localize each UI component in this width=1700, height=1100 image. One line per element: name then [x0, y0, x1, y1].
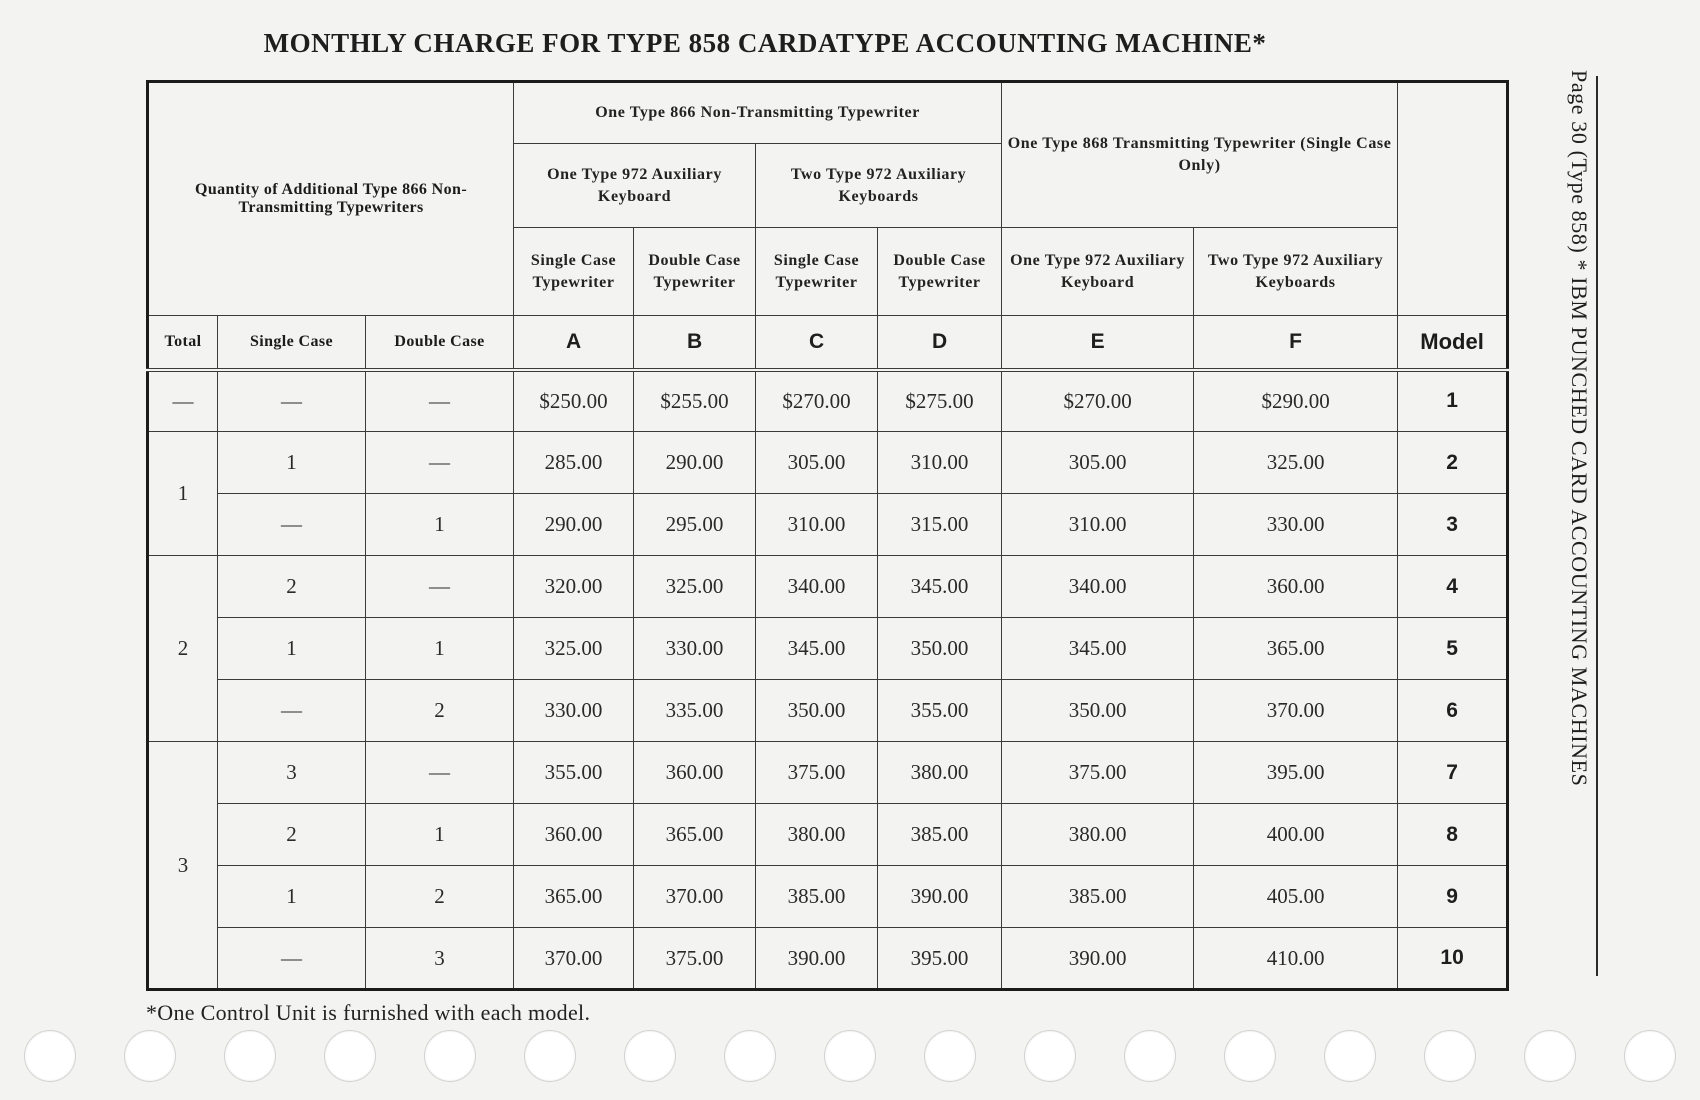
charge-cell-f: 395.00: [1194, 742, 1398, 804]
single-case-cell: —: [218, 680, 366, 742]
punch-hole: [1524, 1030, 1576, 1082]
total-cell: 1: [148, 432, 218, 556]
charge-cell-d: 385.00: [878, 804, 1002, 866]
col-b-header: Double Case Typewriter: [634, 228, 756, 316]
model-header-blank: [1398, 82, 1508, 316]
column-letter-row: [148, 316, 1508, 370]
column-letter-b: B: [634, 316, 756, 370]
table-row: [148, 680, 1508, 742]
charge-cell-c: 390.00: [756, 928, 878, 990]
col-f-header: Two Type 972 Auxiliary Keyboards: [1194, 228, 1398, 316]
table-row: [148, 928, 1508, 990]
charge-cell-b: 325.00: [634, 556, 756, 618]
charge-cell-b: 360.00: [634, 742, 756, 804]
single-case-cell: 1: [218, 866, 366, 928]
charge-cell-b: 290.00: [634, 432, 756, 494]
model-number: 8: [1398, 804, 1508, 866]
double-case-cell: 2: [366, 866, 514, 928]
punch-hole: [1024, 1030, 1076, 1082]
table-row: [148, 618, 1508, 680]
table-row: [148, 494, 1508, 556]
punch-hole: [124, 1030, 176, 1082]
charge-cell-c: 385.00: [756, 866, 878, 928]
col-a-header: Single Case Typewriter: [514, 228, 634, 316]
punch-hole: [624, 1030, 676, 1082]
table-row: [148, 866, 1508, 928]
charge-cell-e: 305.00: [1002, 432, 1194, 494]
model-number: 4: [1398, 556, 1508, 618]
type-868-group-header: One Type 868 Transmitting Typewriter (Single Case Only): [1002, 82, 1398, 228]
model-number: 10: [1398, 928, 1508, 990]
model-header: Model: [1398, 316, 1508, 370]
charge-cell-e: 345.00: [1002, 618, 1194, 680]
double-case-cell: 1: [366, 494, 514, 556]
double-case-cell: —: [366, 742, 514, 804]
single-case-header: Single Case: [218, 316, 366, 370]
charge-cell-d: 310.00: [878, 432, 1002, 494]
side-page-label: Page 30 (Type 858) * IBM PUNCHED CARD ACCOUNTING MACHINES: [1567, 70, 1592, 787]
charge-cell-c: 350.00: [756, 680, 878, 742]
charge-cell-f: 365.00: [1194, 618, 1398, 680]
charge-cell-a: 285.00: [514, 432, 634, 494]
column-letter-f: F: [1194, 316, 1398, 370]
charge-cell-f: 405.00: [1194, 866, 1398, 928]
charge-cell-e: 390.00: [1002, 928, 1194, 990]
model-number: 1: [1398, 370, 1508, 432]
table-row: [148, 556, 1508, 618]
charge-cell-d: 390.00: [878, 866, 1002, 928]
double-case-cell: —: [366, 370, 514, 432]
single-case-cell: —: [218, 370, 366, 432]
punch-hole: [1324, 1030, 1376, 1082]
charge-cell-c: $270.00: [756, 370, 878, 432]
charge-cell-d: 315.00: [878, 494, 1002, 556]
total-cell: 2: [148, 556, 218, 742]
charge-cell-b: $255.00: [634, 370, 756, 432]
column-letter-e: E: [1002, 316, 1194, 370]
double-case-cell: 3: [366, 928, 514, 990]
model-number: 3: [1398, 494, 1508, 556]
charge-cell-a: 365.00: [514, 866, 634, 928]
charge-cell-f: 400.00: [1194, 804, 1398, 866]
single-case-cell: 3: [218, 742, 366, 804]
two-972-keyboards-header: Two Type 972 Auxiliary Keyboards: [756, 144, 1002, 228]
charge-cell-f: 330.00: [1194, 494, 1398, 556]
column-letter-c: C: [756, 316, 878, 370]
charge-cell-a: 330.00: [514, 680, 634, 742]
charge-cell-d: $275.00: [878, 370, 1002, 432]
total-cell: 3: [148, 742, 218, 990]
single-case-cell: —: [218, 928, 366, 990]
single-case-cell: 1: [218, 618, 366, 680]
charge-cell-e: $270.00: [1002, 370, 1194, 432]
charge-cell-b: 370.00: [634, 866, 756, 928]
punch-hole: [224, 1030, 276, 1082]
table-row: [148, 432, 1508, 494]
charge-cell-e: 385.00: [1002, 866, 1194, 928]
charge-cell-f: 410.00: [1194, 928, 1398, 990]
single-case-cell: 2: [218, 804, 366, 866]
punch-hole: [24, 1030, 76, 1082]
single-case-cell: 2: [218, 556, 366, 618]
double-case-cell: 2: [366, 680, 514, 742]
model-number: 2: [1398, 432, 1508, 494]
charge-cell-e: 340.00: [1002, 556, 1194, 618]
monthly-charge-table: [146, 80, 1509, 991]
charge-cell-c: 345.00: [756, 618, 878, 680]
table-row: [148, 804, 1508, 866]
double-case-cell: 1: [366, 804, 514, 866]
punch-hole: [1224, 1030, 1276, 1082]
charge-cell-e: 375.00: [1002, 742, 1194, 804]
punch-hole: [324, 1030, 376, 1082]
quantity-header: Quantity of Additional Type 866 Non-Transmitting Typewriters: [148, 82, 514, 316]
column-letter-d: D: [878, 316, 1002, 370]
charge-cell-c: 310.00: [756, 494, 878, 556]
charge-cell-a: 320.00: [514, 556, 634, 618]
table-row: [148, 370, 1508, 432]
header-row-1: [148, 82, 1508, 144]
binder-punch-holes: [0, 1030, 1700, 1090]
charge-cell-a: 360.00: [514, 804, 634, 866]
table-row: [148, 742, 1508, 804]
total-cell: —: [148, 370, 218, 432]
double-case-cell: —: [366, 556, 514, 618]
charge-cell-a: 370.00: [514, 928, 634, 990]
charge-cell-a: 355.00: [514, 742, 634, 804]
charge-cell-d: 355.00: [878, 680, 1002, 742]
charge-cell-c: 375.00: [756, 742, 878, 804]
type-866-group-header: One Type 866 Non-Transmitting Typewriter: [514, 82, 1002, 144]
charge-cell-b: 335.00: [634, 680, 756, 742]
charge-cell-a: $250.00: [514, 370, 634, 432]
model-number: 6: [1398, 680, 1508, 742]
charge-cell-f: 325.00: [1194, 432, 1398, 494]
punch-hole: [524, 1030, 576, 1082]
charge-cell-b: 330.00: [634, 618, 756, 680]
punch-hole: [1124, 1030, 1176, 1082]
punch-hole: [424, 1030, 476, 1082]
charge-cell-e: 380.00: [1002, 804, 1194, 866]
charge-cell-b: 365.00: [634, 804, 756, 866]
model-number: 5: [1398, 618, 1508, 680]
charge-cell-d: 350.00: [878, 618, 1002, 680]
charge-cell-f: 360.00: [1194, 556, 1398, 618]
one-972-keyboard-header: One Type 972 Auxiliary Keyboard: [514, 144, 756, 228]
col-e-header: One Type 972 Auxiliary Keyboard: [1002, 228, 1194, 316]
col-d-header: Double Case Typewriter: [878, 228, 1002, 316]
punch-hole: [724, 1030, 776, 1082]
single-case-cell: —: [218, 494, 366, 556]
column-letter-a: A: [514, 316, 634, 370]
charge-cell-e: 350.00: [1002, 680, 1194, 742]
charge-cell-f: $290.00: [1194, 370, 1398, 432]
footnote: *One Control Unit is furnished with each model.: [146, 1000, 591, 1025]
punch-hole: [1424, 1030, 1476, 1082]
charge-cell-e: 310.00: [1002, 494, 1194, 556]
charge-cell-c: 340.00: [756, 556, 878, 618]
total-header: Total: [148, 316, 218, 370]
charge-cell-b: 295.00: [634, 494, 756, 556]
charge-cell-d: 395.00: [878, 928, 1002, 990]
double-case-header: Double Case: [366, 316, 514, 370]
double-case-cell: 1: [366, 618, 514, 680]
charge-cell-c: 380.00: [756, 804, 878, 866]
model-number: 7: [1398, 742, 1508, 804]
page-title: MONTHLY CHARGE FOR TYPE 858 CARDATYPE ACCOUNTING MACHINE*: [263, 28, 1267, 58]
charge-cell-c: 305.00: [756, 432, 878, 494]
side-rule: [1596, 76, 1598, 976]
charge-cell-d: 380.00: [878, 742, 1002, 804]
col-c-header: Single Case Typewriter: [756, 228, 878, 316]
punch-hole: [824, 1030, 876, 1082]
charge-cell-d: 345.00: [878, 556, 1002, 618]
punch-hole: [1624, 1030, 1676, 1082]
model-number: 9: [1398, 866, 1508, 928]
charge-cell-b: 375.00: [634, 928, 756, 990]
punch-hole: [924, 1030, 976, 1082]
charge-cell-a: 290.00: [514, 494, 634, 556]
double-case-cell: —: [366, 432, 514, 494]
charge-cell-a: 325.00: [514, 618, 634, 680]
single-case-cell: 1: [218, 432, 366, 494]
charge-cell-f: 370.00: [1194, 680, 1398, 742]
